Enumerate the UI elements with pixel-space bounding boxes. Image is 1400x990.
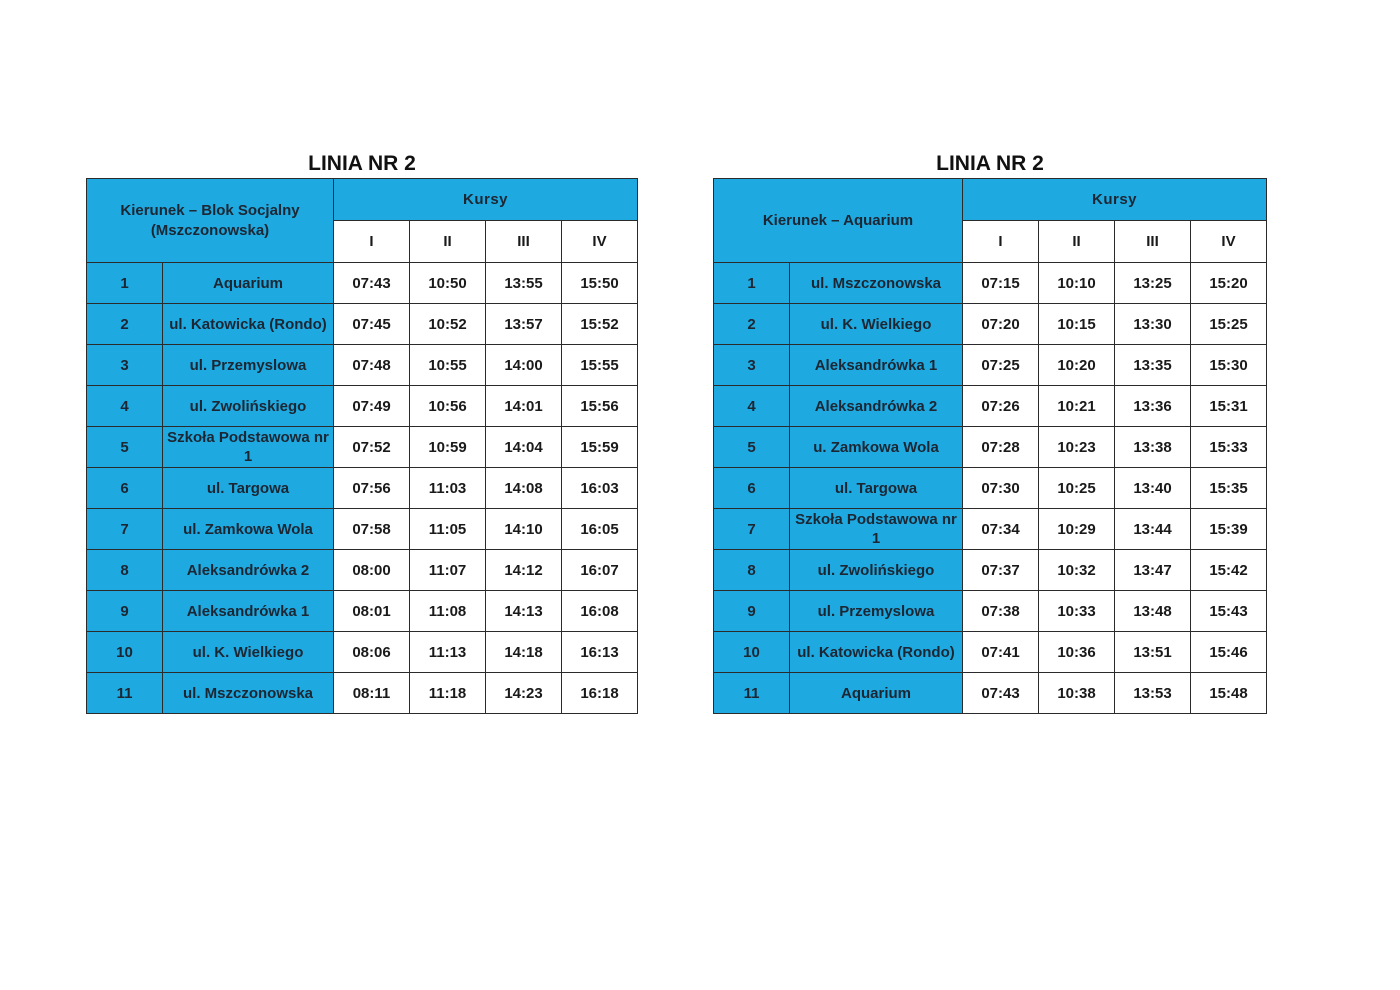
course-label: II [1039, 221, 1115, 263]
departure-time: 15:30 [1191, 345, 1267, 386]
stop-name: ul. Przemyslowa [163, 345, 334, 386]
departure-time: 07:41 [963, 632, 1039, 673]
departure-time: 10:32 [1039, 550, 1115, 591]
departure-time: 10:20 [1039, 345, 1115, 386]
departure-time: 13:44 [1115, 509, 1191, 550]
departure-time: 10:59 [410, 427, 486, 468]
departure-time: 14:10 [486, 509, 562, 550]
table-row [714, 550, 1267, 591]
stop-number: 8 [714, 550, 790, 591]
table-row [714, 632, 1267, 673]
stop-number: 4 [714, 386, 790, 427]
departure-time: 15:42 [1191, 550, 1267, 591]
course-label: IV [1191, 221, 1267, 263]
departure-time: 16:13 [562, 632, 638, 673]
courses-header: Kursy [963, 179, 1267, 221]
departure-time: 13:40 [1115, 468, 1191, 509]
stop-name: ul. Mszczonowska [163, 673, 334, 714]
departure-time: 07:56 [334, 468, 410, 509]
stop-name: Aquarium [163, 263, 334, 304]
departure-time: 07:48 [334, 345, 410, 386]
departure-time: 08:00 [334, 550, 410, 591]
stop-name: Aleksandrówka 2 [163, 550, 334, 591]
course-label: III [486, 221, 562, 263]
departure-time: 07:43 [963, 673, 1039, 714]
stop-name: ul. K. Wielkiego [163, 632, 334, 673]
table-row [714, 427, 1267, 468]
departure-time: 11:18 [410, 673, 486, 714]
timetable-aquarium [713, 150, 1267, 714]
departure-time: 07:37 [963, 550, 1039, 591]
departure-time: 13:30 [1115, 304, 1191, 345]
departure-time: 10:33 [1039, 591, 1115, 632]
departure-time: 07:28 [963, 427, 1039, 468]
departure-time: 15:20 [1191, 263, 1267, 304]
stop-number: 2 [714, 304, 790, 345]
departure-time: 14:04 [486, 427, 562, 468]
departure-time: 14:13 [486, 591, 562, 632]
timetable-blok-socjalny [86, 150, 638, 714]
departure-time: 13:25 [1115, 263, 1191, 304]
departure-time: 11:07 [410, 550, 486, 591]
stop-name: Aleksandrówka 1 [790, 345, 963, 386]
timetable-title: LINIA NR 2 [308, 152, 416, 175]
departure-time: 07:49 [334, 386, 410, 427]
departure-time: 15:35 [1191, 468, 1267, 509]
stop-name: ul. Targowa [163, 468, 334, 509]
stop-number: 9 [714, 591, 790, 632]
stop-number: 10 [87, 632, 163, 673]
timetable-title: LINIA NR 2 [936, 152, 1044, 175]
departure-time: 16:05 [562, 509, 638, 550]
course-label: I [963, 221, 1039, 263]
table-row [714, 509, 1267, 550]
departure-time: 15:31 [1191, 386, 1267, 427]
departure-time: 07:30 [963, 468, 1039, 509]
departure-time: 15:55 [562, 345, 638, 386]
departure-time: 15:43 [1191, 591, 1267, 632]
stop-number: 6 [714, 468, 790, 509]
departure-time: 10:29 [1039, 509, 1115, 550]
stop-number: 3 [714, 345, 790, 386]
stop-name: ul. Katowicka (Rondo) [163, 304, 334, 345]
stop-name: ul. Mszczonowska [790, 263, 963, 304]
departure-time: 07:52 [334, 427, 410, 468]
stop-number: 1 [87, 263, 163, 304]
departure-time: 14:00 [486, 345, 562, 386]
departure-time: 10:23 [1039, 427, 1115, 468]
departure-time: 14:18 [486, 632, 562, 673]
departure-time: 14:12 [486, 550, 562, 591]
departure-time: 07:25 [963, 345, 1039, 386]
departure-time: 08:11 [334, 673, 410, 714]
stop-name: ul. Przemyslowa [790, 591, 963, 632]
stop-number: 10 [714, 632, 790, 673]
stop-name: ul. Zwolińskiego [790, 550, 963, 591]
table-row [87, 386, 638, 427]
table-row [87, 673, 638, 714]
table-row [87, 550, 638, 591]
course-label: IV [562, 221, 638, 263]
table-row [714, 591, 1267, 632]
stop-name: ul. Zwolińskiego [163, 386, 334, 427]
departure-time: 15:39 [1191, 509, 1267, 550]
departure-time: 14:23 [486, 673, 562, 714]
departure-time: 15:33 [1191, 427, 1267, 468]
departure-time: 08:06 [334, 632, 410, 673]
stop-number: 5 [714, 427, 790, 468]
departure-time: 07:26 [963, 386, 1039, 427]
stop-number: 7 [87, 509, 163, 550]
stop-name: ul. Targowa [790, 468, 963, 509]
table-row [714, 468, 1267, 509]
stop-number: 11 [87, 673, 163, 714]
table-row [87, 345, 638, 386]
departure-time: 10:56 [410, 386, 486, 427]
table-row [87, 263, 638, 304]
departure-time: 16:08 [562, 591, 638, 632]
departure-time: 10:25 [1039, 468, 1115, 509]
table-row [87, 304, 638, 345]
table-row [87, 427, 638, 468]
departure-time: 07:43 [334, 263, 410, 304]
departure-time: 07:15 [963, 263, 1039, 304]
table-row [87, 468, 638, 509]
departure-time: 13:57 [486, 304, 562, 345]
course-label: III [1115, 221, 1191, 263]
stop-number: 5 [87, 427, 163, 468]
table-row [714, 386, 1267, 427]
departure-time: 16:07 [562, 550, 638, 591]
stop-number: 8 [87, 550, 163, 591]
departure-time: 15:59 [562, 427, 638, 468]
stop-name: ul. Katowicka (Rondo) [790, 632, 963, 673]
table-row [714, 304, 1267, 345]
courses-header: Kursy [334, 179, 638, 221]
departure-time: 10:10 [1039, 263, 1115, 304]
stop-number: 11 [714, 673, 790, 714]
departure-time: 15:52 [562, 304, 638, 345]
stop-name: u. Zamkowa Wola [790, 427, 963, 468]
departure-time: 10:38 [1039, 673, 1115, 714]
direction-header: Kierunek – Blok Socjalny (Mszczonowska) [87, 179, 334, 263]
departure-time: 14:01 [486, 386, 562, 427]
course-label: II [410, 221, 486, 263]
departure-time: 13:38 [1115, 427, 1191, 468]
departure-time: 07:34 [963, 509, 1039, 550]
stop-number: 1 [714, 263, 790, 304]
stop-number: 7 [714, 509, 790, 550]
departure-time: 14:08 [486, 468, 562, 509]
departure-time: 08:01 [334, 591, 410, 632]
table-row [714, 263, 1267, 304]
stop-name: Szkoła Podstawowa nr 1 [790, 509, 963, 550]
departure-time: 15:46 [1191, 632, 1267, 673]
timetable-grid [713, 178, 1267, 714]
departure-time: 15:25 [1191, 304, 1267, 345]
departure-time: 13:47 [1115, 550, 1191, 591]
departure-time: 15:48 [1191, 673, 1267, 714]
stop-name: Aquarium [790, 673, 963, 714]
stop-number: 2 [87, 304, 163, 345]
table-row [87, 591, 638, 632]
departure-time: 10:36 [1039, 632, 1115, 673]
departure-time: 13:51 [1115, 632, 1191, 673]
table-row [87, 509, 638, 550]
departure-time: 13:55 [486, 263, 562, 304]
departure-time: 10:52 [410, 304, 486, 345]
departure-time: 13:35 [1115, 345, 1191, 386]
table-row [714, 345, 1267, 386]
stop-number: 9 [87, 591, 163, 632]
stop-name: Aleksandrówka 1 [163, 591, 334, 632]
departure-time: 16:18 [562, 673, 638, 714]
departure-time: 07:38 [963, 591, 1039, 632]
departure-time: 11:13 [410, 632, 486, 673]
departure-time: 15:56 [562, 386, 638, 427]
stop-number: 6 [87, 468, 163, 509]
departure-time: 10:21 [1039, 386, 1115, 427]
departure-time: 07:58 [334, 509, 410, 550]
departure-time: 10:55 [410, 345, 486, 386]
departure-time: 13:53 [1115, 673, 1191, 714]
stop-name: ul. K. Wielkiego [790, 304, 963, 345]
departure-time: 10:15 [1039, 304, 1115, 345]
departure-time: 15:50 [562, 263, 638, 304]
table-row [87, 632, 638, 673]
departure-time: 13:36 [1115, 386, 1191, 427]
departure-time: 16:03 [562, 468, 638, 509]
timetable-grid [86, 178, 638, 714]
departure-time: 07:20 [963, 304, 1039, 345]
stop-number: 3 [87, 345, 163, 386]
stop-name: Aleksandrówka 2 [790, 386, 963, 427]
stop-name: Szkoła Podstawowa nr 1 [163, 427, 334, 468]
table-row [714, 673, 1267, 714]
stop-name: ul. Zamkowa Wola [163, 509, 334, 550]
direction-header: Kierunek – Aquarium [714, 179, 963, 263]
departure-time: 10:50 [410, 263, 486, 304]
departure-time: 07:45 [334, 304, 410, 345]
departure-time: 11:08 [410, 591, 486, 632]
stop-number: 4 [87, 386, 163, 427]
course-label: I [334, 221, 410, 263]
departure-time: 13:48 [1115, 591, 1191, 632]
departure-time: 11:05 [410, 509, 486, 550]
departure-time: 11:03 [410, 468, 486, 509]
